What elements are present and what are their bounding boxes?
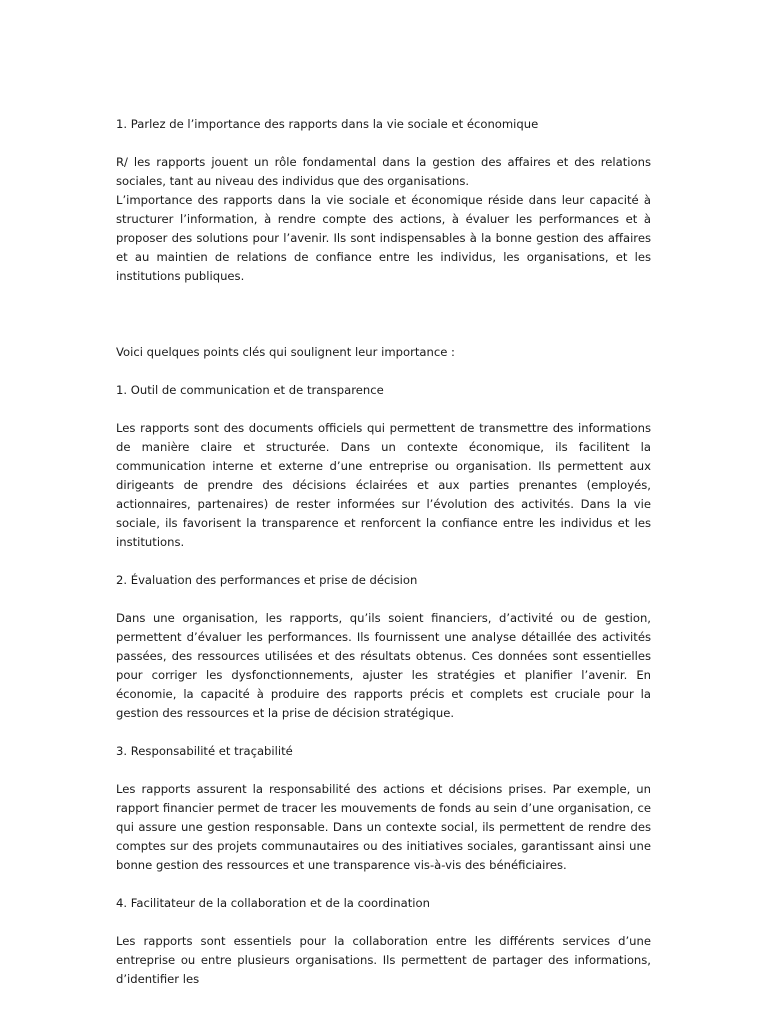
section-heading-1: 1. Outil de communication et de transparence [116,383,384,397]
document-page [116,115,651,989]
section-heading-2: 2. Évaluation des performances et prise de décision [116,573,418,587]
section-text-3: Les rapports assurent la responsabilité des actions et décisions prises. Par exemple, un rapport financier permet de tracer les mouvements de fonds au sein d’une organisation, ce qui assure une gestion responsable. Dans un contexte social, ils permettent de rendre des comptes sur des projets communautaires ou des initiatives sociales, garantissant ainsi une bonne gestion des ressources et une transparence vis-à-vis des bénéficiaires. [116,782,651,872]
section-text-1: Les rapports sont des documents officiels qui permettent de transmettre des informations de manière claire et structurée. Dans un contexte économique, ils facilitent la communication interne et externe d’une entreprise ou organisation. Ils permettent aux dirigeants de prendre des décisions éclairées et aux parties prenantes (employés, actionnaires, partenaires) de rester informées sur l’évolution des activités. Dans la vie sociale, ils favorisent la transparence et renforcent la confiance entre les individus et les institutions. [116,421,651,549]
section-text-4: Les rapports sont essentiels pour la collaboration entre les différents services d’une entreprise ou entre plusieurs organisations. Ils permettent de partager des informations, d’identifier les [116,934,651,986]
points-intro: Voici quelques points clés qui soulignent leur importance : [116,345,455,359]
question-heading: 1. Parlez de l’importance des rapports dans la vie sociale et économique [116,117,539,131]
section-heading-3: 3. Responsabilité et traçabilité [116,744,293,758]
answer-intro: R/ les rapports jouent un rôle fondamental dans la gestion des affaires et des relations sociales, tant au niveau des individus que des organisations. [116,155,651,188]
section-text-2: Dans une organisation, les rapports, qu’ils soient financiers, d’activité ou de gestion, permettent d’évaluer les performances. Ils fournissent une analyse détaillée des activités passées, des ressources utilisées et des résultats obtenus. Ces données sont essentielles pour corriger les dysfonctionnements, ajuster les stratégies et planifier l’avenir. En économie, la capacité à produire des rapports précis et complets est cruciale pour la gestion des ressources et la prise de décision stratégique. [116,611,651,720]
answer-body: L’importance des rapports dans la vie sociale et économique réside dans leur capacité à structurer l’information, à rendre compte des actions, à évaluer les performances et à proposer des solutions pour l’avenir. Ils sont indispensables à la bonne gestion des affaires et au maintien de relations de confiance entre les individus, les organisations, et les institutions publiques. [116,193,651,283]
section-heading-4: 4. Facilitateur de la collaboration et de la coordination [116,896,430,910]
